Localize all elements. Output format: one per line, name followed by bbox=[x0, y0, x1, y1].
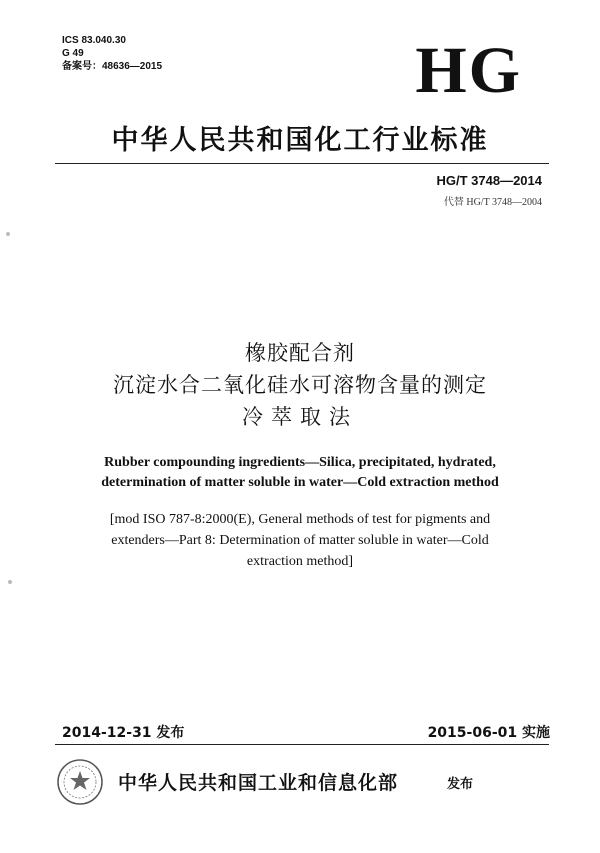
title-cn-line3: 冷萃取法 bbox=[242, 405, 358, 429]
scan-speck bbox=[8, 580, 12, 584]
issue-label: 发布 bbox=[447, 777, 474, 792]
title-cn-line2: 沉淀水合二氧化硅水可溶物含量的测定 bbox=[113, 373, 487, 397]
title-en-line1: Rubber compounding ingredients—Silica, precipitated, hydrated, bbox=[104, 455, 496, 470]
publish-date: 2014-12-31 发布 bbox=[62, 725, 185, 741]
standard-type-title: 中华人民共和国化工行业标准 bbox=[111, 125, 489, 156]
mod-reference-line1: [mod ISO 787-8:2000(E), General methods of test for pigments and bbox=[109, 512, 491, 527]
filing-number: 备案号：48636—2015 bbox=[62, 61, 163, 72]
title-cn-line1: 橡胶配合剂 bbox=[245, 341, 355, 365]
implement-date: 2015-06-01 实施 bbox=[427, 725, 550, 741]
mod-reference-line3: extraction method] bbox=[246, 554, 354, 569]
ccs-code: G 49 bbox=[62, 48, 84, 59]
scan-speck bbox=[6, 232, 10, 236]
replaces-standard: 代替 HG/T 3748—2004 bbox=[443, 197, 542, 208]
issuing-authority: 中华人民共和国工业和信息化部 bbox=[118, 772, 399, 794]
header-meta bbox=[62, 34, 162, 73]
ics-code: ICS 83.040.30 bbox=[62, 35, 126, 46]
official-seal-icon bbox=[55, 757, 105, 807]
mod-reference-line2: extenders—Part 8: Determination of matter soluble in water—Cold bbox=[111, 533, 489, 548]
title-en-line2: determination of matter soluble in water—Cold extraction method bbox=[101, 475, 499, 490]
footer-divider bbox=[55, 744, 549, 745]
standard-number: HG/T 3748—2014 bbox=[436, 173, 542, 188]
hg-logo: HG bbox=[415, 34, 522, 107]
header-divider bbox=[55, 163, 549, 164]
